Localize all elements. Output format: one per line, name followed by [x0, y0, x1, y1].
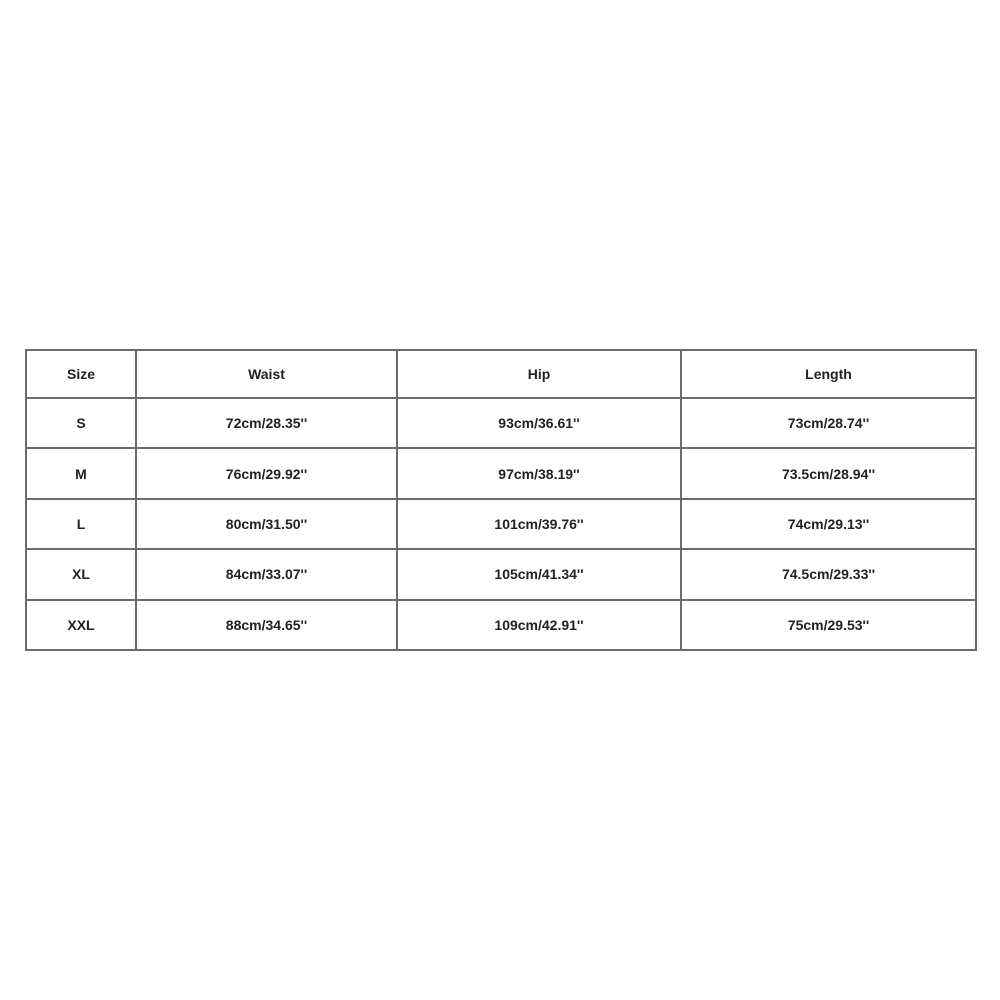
hip-cell: 97cm/38.19'' [397, 448, 681, 498]
length-cell: 74.5cm/29.33'' [681, 549, 976, 599]
header-hip: Hip [397, 350, 681, 398]
waist-cell: 76cm/29.92'' [136, 448, 397, 498]
size-cell: XXL [26, 600, 136, 650]
table-row [26, 398, 976, 448]
waist-cell: 72cm/28.35'' [136, 398, 397, 448]
table-header-row [26, 350, 976, 398]
hip-cell: 101cm/39.76'' [397, 499, 681, 549]
header-size: Size [26, 350, 136, 398]
table-row [26, 499, 976, 549]
size-cell: M [26, 448, 136, 498]
hip-cell: 109cm/42.91'' [397, 600, 681, 650]
hip-cell: 105cm/41.34'' [397, 549, 681, 599]
length-cell: 73cm/28.74'' [681, 398, 976, 448]
size-chart-table [25, 349, 977, 651]
table-row [26, 549, 976, 599]
waist-cell: 84cm/33.07'' [136, 549, 397, 599]
size-cell: XL [26, 549, 136, 599]
header-waist: Waist [136, 350, 397, 398]
table-row [26, 448, 976, 498]
length-cell: 75cm/29.53'' [681, 600, 976, 650]
length-cell: 74cm/29.13'' [681, 499, 976, 549]
size-cell: S [26, 398, 136, 448]
hip-cell: 93cm/36.61'' [397, 398, 681, 448]
header-length: Length [681, 350, 976, 398]
table-row [26, 600, 976, 650]
size-cell: L [26, 499, 136, 549]
waist-cell: 80cm/31.50'' [136, 499, 397, 549]
length-cell: 73.5cm/28.94'' [681, 448, 976, 498]
waist-cell: 88cm/34.65'' [136, 600, 397, 650]
